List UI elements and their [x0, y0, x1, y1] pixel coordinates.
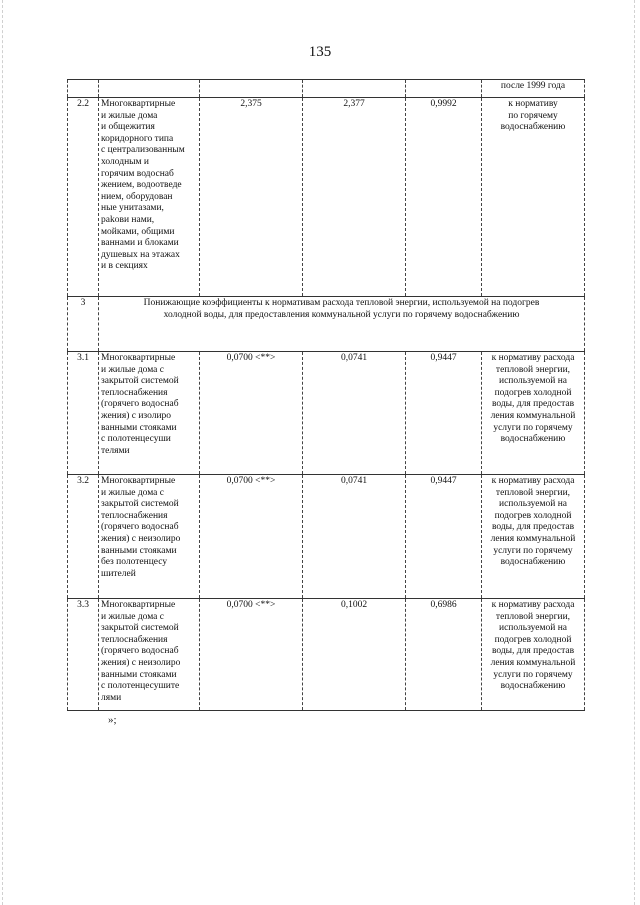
table-row [68, 98, 585, 297]
row-note-cell-line: услуги по горячему [493, 669, 573, 680]
row-note-cell-line: водоснабжению [500, 557, 566, 568]
row-value-cell [406, 80, 482, 98]
section-title [99, 297, 585, 352]
row-note-cell-line: воды, для предостав [491, 399, 575, 410]
row-num-cell: 2.2 [68, 98, 99, 297]
row-note-cell-line: тепловой энергии, [495, 487, 571, 498]
table-row-continued [68, 80, 585, 98]
row-desc-cell-line: ные унитазами, [101, 203, 164, 214]
row-note-cell-line: используемой на [499, 499, 567, 510]
row-desc-cell-line: горячим водоснаб [101, 168, 174, 179]
section-number: 3 [68, 297, 99, 352]
row-value-cell: 2,375 [200, 98, 303, 297]
row-num-cell [68, 80, 99, 98]
row-value-cell: 0,9992 [406, 98, 482, 297]
row-desc-cell-line: теплоснабжения [101, 510, 168, 521]
row-desc-cell-line: Многоквартирные [101, 476, 176, 486]
table-row [68, 599, 585, 711]
row-desc-cell-line: с централизованным [101, 145, 185, 156]
row-desc-cell-line: и жилые дома с [101, 611, 164, 622]
row-note-cell-line: используемой на [499, 376, 567, 387]
row-desc-cell-line: и общежития [101, 122, 155, 133]
scan-edge-left [2, 0, 4, 905]
row-desc-cell-line: закрытой системой [101, 376, 179, 387]
row-desc-cell [99, 352, 200, 475]
table-row [68, 475, 585, 599]
row-value-cell: 0,0741 [303, 352, 406, 475]
row-note-cell-line: водоснабжению [500, 434, 566, 445]
row-desc-cell-line: жения) с изолиро [101, 410, 172, 421]
row-num-cell: 3.1 [68, 352, 99, 475]
page-number: 135 [308, 44, 332, 60]
row-num-cell: 3.2 [68, 475, 99, 599]
row-desc-cell-line: без полотенцесу [101, 557, 168, 568]
row-value-cell: 0,9447 [406, 475, 482, 599]
row-note-cell-line: подогрев холодной [494, 510, 572, 521]
row-note-cell [482, 98, 585, 297]
row-desc-cell-line: коридорного типа [101, 133, 174, 144]
row-note-cell-line: воды, для предостав [491, 522, 575, 533]
row-desc-cell-line: с полотенцесуши [101, 434, 171, 445]
row-value-cell: 0,1002 [303, 599, 406, 711]
row-note-cell-line: к нормативу расхода [491, 600, 575, 610]
row-desc-cell-line: теплоснабжения [101, 634, 168, 645]
row-note-cell-line: водоснабжению [500, 122, 566, 133]
row-desc-cell-line: Многоквартирные [101, 99, 176, 109]
row-note-cell-line: подогрев холодной [494, 634, 572, 645]
row-desc-cell-line: жения) с неизолиро [101, 533, 181, 544]
row-note-cell-line: по горячему [508, 110, 558, 121]
row-desc-cell [99, 80, 200, 98]
row-desc-cell-line: теплоснабжения [101, 387, 168, 398]
coefficients-table [67, 79, 585, 711]
row-desc-cell-line: нием, оборудован [101, 191, 173, 202]
row-desc-cell-line: холодным и [101, 156, 150, 167]
row-value-cell: 0,0700 <**> [200, 352, 303, 475]
row-desc-cell-line: ванными стояками [101, 669, 177, 680]
row-desc-cell-line: (горячего водоснаб [101, 646, 179, 657]
row-note-cell-line: услуги по горячему [493, 545, 573, 556]
row-desc-cell-line: с полотенцесушите [101, 681, 180, 692]
section-title-line: Понижающие коэффициенты к нормативам расхода тепловой энергии, используемой на подогрев [143, 298, 540, 308]
row-desc-cell [99, 98, 200, 297]
row-desc-cell-line: и жилые дома с [101, 364, 164, 375]
row-note-cell-line: тепловой энергии, [495, 364, 571, 375]
table-row [68, 352, 585, 475]
scan-edge-right [634, 0, 636, 905]
row-desc-cell-line: мойками, общими [101, 226, 175, 237]
row-note-cell-line: услуги по горячему [493, 422, 573, 433]
row-note-cell [482, 475, 585, 599]
row-value-cell: 0,0700 <**> [200, 475, 303, 599]
row-value-cell: 0,0741 [303, 475, 406, 599]
row-desc-cell-line: и в секциях [101, 261, 148, 272]
row-num-cell: 3.3 [68, 599, 99, 711]
row-value-cell: 0,6986 [406, 599, 482, 711]
row-desc-cell-line: жения) с неизолиро [101, 657, 181, 668]
row-note-cell-line: ления коммунальной [490, 533, 576, 544]
row-note-cell-line: подогрев холодной [494, 387, 572, 398]
row-note-cell-line: используемой на [499, 623, 567, 634]
row-desc-cell [99, 599, 200, 711]
row-desc-cell-line: жением, водоотведе [101, 180, 182, 191]
row-desc-cell-line: закрытой системой [101, 623, 179, 634]
row-note-cell-line: тепловой энергии, [495, 611, 571, 622]
row-note-cell-line: к нормативу расхода [491, 353, 575, 363]
row-value-cell: 0,9447 [406, 352, 482, 475]
row-desc-cell-line: и жилые дома [101, 110, 158, 121]
row-desc-cell-line: ваннами и блоками [101, 238, 179, 249]
row-value-cell: 0,0700 <**> [200, 599, 303, 711]
row-note-cell: после 1999 года [482, 80, 585, 98]
row-note-cell [482, 599, 585, 711]
row-value-cell [200, 80, 303, 98]
row-desc-cell-line: закрытой системой [101, 499, 179, 510]
row-desc-cell-line: Многоквартирные [101, 600, 176, 610]
row-note-cell-line: воды, для предостав [491, 646, 575, 657]
row-desc-cell-line: (горячего водоснаб [101, 522, 179, 533]
row-note-cell [482, 352, 585, 475]
row-desc-cell [99, 475, 200, 599]
section-title-line: холодной воды, для предоставления коммунальной услуги по горячему водоснабжению [163, 309, 520, 320]
row-desc-cell-line: и жилые дома с [101, 487, 164, 498]
row-desc-cell-line: телями [101, 445, 130, 456]
closing-quote-mark: »; [108, 714, 117, 726]
row-note-cell-line: ления коммунальной [490, 410, 576, 421]
row-desc-cell-line: рakови нами, [101, 214, 155, 225]
row-note-cell-line: водоснабжению [500, 681, 566, 692]
row-desc-cell-line: (горячего водоснаб [101, 399, 179, 410]
section-header-row [68, 297, 585, 352]
row-desc-cell-line: душевых на этажах [101, 249, 180, 260]
row-desc-cell-line: лями [101, 692, 122, 703]
row-desc-cell-line: шителей [101, 568, 136, 579]
row-note-cell-line: к нормативу [508, 99, 558, 109]
row-desc-cell-line: ванными стояками [101, 422, 177, 433]
row-note-cell-line: к нормативу расхода [491, 476, 575, 486]
row-desc-cell-line: Многоквартирные [101, 353, 176, 363]
row-value-cell [303, 80, 406, 98]
row-note-cell-line: ления коммунальной [490, 657, 576, 668]
row-desc-cell-line: ванными стояками [101, 545, 177, 556]
row-value-cell: 2,377 [303, 98, 406, 297]
